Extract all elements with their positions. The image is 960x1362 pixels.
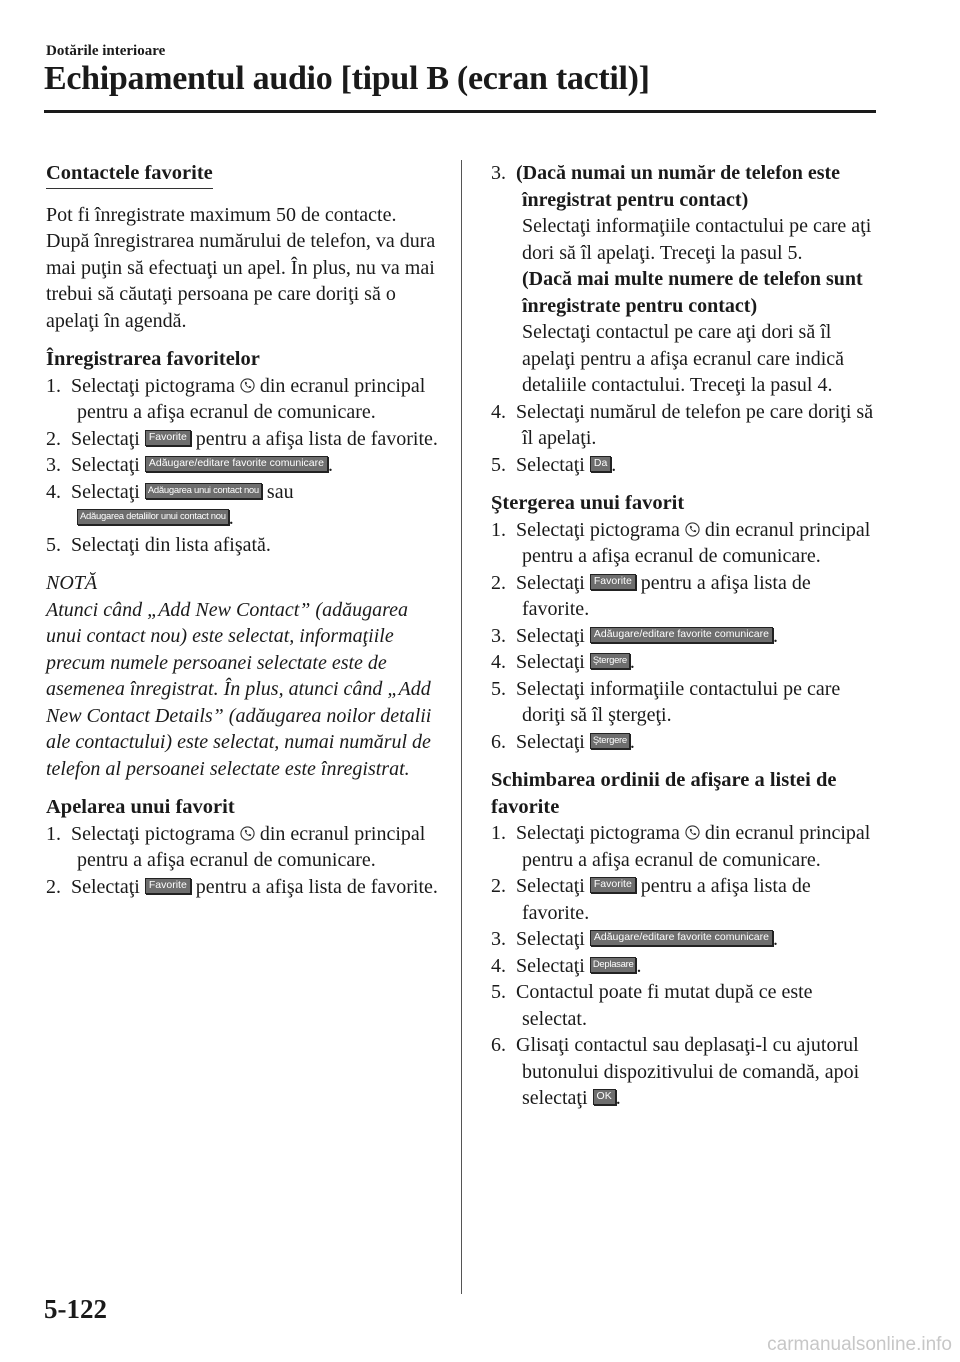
list-item: 5. Selectaţi Da . [491,453,617,476]
list-item: 3. Selectaţi Adăugare/editare favorite comunicare . [491,928,778,950]
delete-steps [491,517,881,756]
section-label: Dotările interioare [46,43,166,59]
add-edit-favorites-button[interactable]: Adăugare/editare favorite comunicare [145,456,328,472]
call-steps [46,821,440,901]
list-item: 4. Selectaţi Adăugarea unui contact nou sau Adăugarea detaliilor unui contact nou . [46,480,294,529]
list-item: 3. Selectaţi Adăugare/editare favorite comunicare . [491,624,778,647]
list-item: 4. Selectaţi numărul de telefon pe care doriţi să îl apelaţi. [491,400,874,449]
list-item: 1. Selectaţi pictograma din ecranul principal pentru a afişa ecranul de comunicare. [491,822,871,871]
phone-icon [240,826,255,841]
register-steps [46,373,440,559]
list-item: 3. Selectaţi Adăugare/editare favorite comunicare . [46,454,333,476]
list-item: 2. Selectaţi Favorite pentru a afişa lista de favorite. [46,427,438,450]
add-edit-favorites-button[interactable]: Adăugare/editare favorite comunicare [590,627,773,643]
column-divider [461,160,462,1294]
call-steps-continued [491,160,881,478]
note-heading: NOTĂ [46,572,98,594]
title-rule [44,110,876,113]
list-item: 2. Selectaţi Favorite pentru a afişa lista de favorite. [491,875,811,924]
delete-heading: Ştergerea unui favorit [491,492,685,514]
move-button[interactable]: Deplasare [590,957,637,973]
phone-icon [685,522,700,537]
delete-button[interactable]: Ştergere [590,733,630,749]
watermark: carmanualsonline.info [767,1334,952,1355]
favorite-button[interactable]: Favorite [145,878,191,894]
list-item: 4. Selectaţi Deplasare . [491,954,642,977]
page-number: 5-122 [44,1294,107,1324]
list-item: 4. Selectaţi Ştergere . [491,651,635,673]
reorder-heading: Schimbarea ordinii de afişare a listei de favorite [491,769,837,818]
delete-button[interactable]: Ştergere [590,653,630,669]
list-item: 2. Selectaţi Favorite pentru a afişa lista de favorite. [491,571,811,620]
reorder-steps [491,820,881,1112]
page-title: Echipamentul audio [tipul B (ecran tactil)] [44,60,650,97]
list-item: 5. Selectaţi din lista afişată. [46,533,271,556]
list-item: 1. Selectaţi pictograma din ecranul principal pentru a afişa ecranul de comunicare. [46,822,426,871]
intro-paragraph: Pot fi înregistrate maximum 50 de contacte. După înregistrarea numărului de telefon, va dura mai puţin să efectuaţi un apel. În plus, nu va mai trebui să căutaţi persoana pe care doriţi să o apelaţi în agendă. [46,203,436,332]
favorite-button[interactable]: Favorite [590,574,636,590]
list-item: 2. Selectaţi Favorite pentru a afişa lista de favorite. [46,875,438,898]
phone-icon [240,378,255,393]
note-text: Atunci când „Add New Contact” (adăugarea unui contact nou) este selectat, informaţiile precum numele persoanei selectate este de asemenea înregistrat. În plus, atunci când „Add New Contact Details” (adăugarea noilor detalii ale contactului) este selectat, numai numărul de telefon al persoanei selectate este înregistrat. [46,598,432,780]
register-heading: Înregistrarea favoritelor [46,348,260,370]
list-item: 6. Selectaţi Ştergere . [491,730,635,753]
right-column [491,160,881,1124]
list-item: 1. Selectaţi pictograma din ecranul principal pentru a afişa ecranul de comunicare. [46,374,426,423]
list-item: 3. (Dacă numai un număr de telefon este înregistrat pentru contact) Selectaţi informaţiile contactului pe care aţi dori să îl apelaţi. Treceţi la pasul 5. (Dacă mai multe numere de telefon sunt înregistrate pentru contact) Selectaţi contactul pe care aţi dori să îl apelaţi pentru a afişa ecranul care indică detaliile contactului. Treceţi la pasul 4. [491,162,872,396]
list-item: 6. Glisaţi contactul sau deplasaţi-l cu ajutorul butonului dispozitivului de comandă, apoi selectaţi OK . [491,1034,860,1109]
ok-button[interactable]: OK [593,1089,616,1105]
list-item: 5. Contactul poate fi mutat după ce este selectat. [491,981,813,1030]
favorite-button[interactable]: Favorite [145,430,191,446]
yes-button[interactable]: Da [590,456,611,472]
add-new-contact-button[interactable]: Adăugarea unui contact nou [145,483,262,499]
list-item: 1. Selectaţi pictograma din ecranul principal pentru a afişa ecranul de comunicare. [491,518,871,567]
call-heading: Apelarea unui favorit [46,796,235,818]
favorite-button[interactable]: Favorite [590,877,636,893]
list-item: 5. Selectaţi informaţiile contactului pe care doriţi să îl ştergeţi. [491,677,841,726]
left-column [46,160,440,912]
phone-icon [685,825,700,840]
favorites-heading: Contactele favorite [46,160,213,189]
add-new-contact-details-button[interactable]: Adăugarea detaliilor unui contact nou [77,509,229,525]
add-edit-favorites-button[interactable]: Adăugare/editare favorite comunicare [590,930,773,946]
